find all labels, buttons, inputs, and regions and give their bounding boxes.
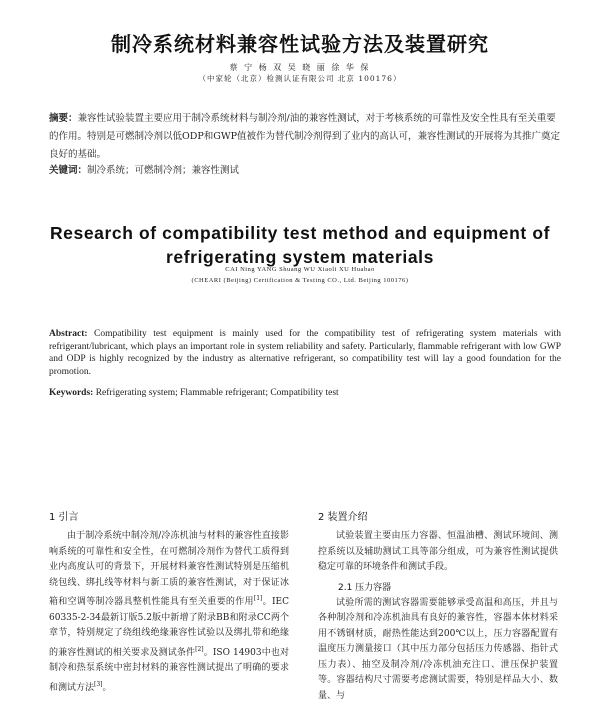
citation-1: [1] bbox=[254, 595, 263, 602]
chinese-keywords bbox=[49, 164, 561, 178]
english-title bbox=[40, 221, 560, 269]
citation-2: [2] bbox=[195, 646, 204, 653]
english-keywords-text: Refrigerating system; Flammable refrigerant; Compatibility test bbox=[93, 388, 338, 398]
section-heading-device: 2 装置介绍 bbox=[318, 508, 558, 523]
pressure-vessel-paragraph: 试验所需的测试容器需要能够承受高温和高压，并且与各种制冷剂和冷冻机油具有良好的兼容性，容器本体材料采用不锈钢材质，耐热性能达到200℃以上，压力容器配置有温度压力测量接口（其中压力部分包括压力传感器、指针式压力表）、抽空及制冷剂/冷冻机油充注口、泄压保护装置等。容器结构尺寸需要考虑测试需要，特别是样品大小、数量、与 bbox=[318, 596, 558, 704]
intro-text-4: 。 bbox=[103, 683, 112, 693]
chinese-abstract-text: 兼容性试验装置主要应用于制冷系统材料与制冷剂/油的兼容性测试，对于考核系统的可靠性及安全性具有至关重要的作用。特别是可燃制冷剂以低ODP和GWP值被作为替代制冷剂得到了业内的高认可，兼容性测试的开展将为其推广奠定良好的基础。 bbox=[49, 113, 560, 160]
intro-text-1: 由于制冷系统中制冷剂/冷冻机油与材料的兼容性直接影响系统的可靠性和安全性，在可燃制冷剂作为替代工质得到业内高度认可的背景下，开展材料兼容性测试特别是压缩机绕包线、绑扎线等材料与新工质的兼容性测试，对于保证冰箱和空调等制冷器具整机性能具有至关重要的作用 bbox=[49, 531, 289, 607]
introduction-paragraph bbox=[49, 529, 289, 696]
english-abstract bbox=[49, 328, 561, 378]
chinese-title: 制冷系统材料兼容性试验方法及装置研究 bbox=[0, 28, 600, 57]
section-heading-introduction: 1 引言 bbox=[49, 508, 289, 523]
chinese-affiliation: （中家轮（北京）检测认证有限公司 北京 100176） bbox=[0, 73, 600, 84]
english-title-line2: refrigerating system materials bbox=[40, 245, 560, 269]
english-keywords bbox=[49, 387, 561, 399]
chinese-authors: 蔡 宁 杨 双 吴 晓 丽 徐 华 保 bbox=[0, 62, 600, 73]
citation-3: [3] bbox=[94, 681, 103, 688]
english-title-line1: Research of compatibility test method and equipment of bbox=[40, 221, 560, 245]
chinese-abstract-label: 摘要： bbox=[49, 113, 78, 124]
english-authors: CAI Ning YANG Shuang WU Xiaoli XU Huabao bbox=[0, 266, 600, 273]
right-column bbox=[318, 508, 558, 704]
chinese-abstract bbox=[49, 110, 561, 164]
intro-text-3: 。ISO 14903中也对制冷和热泵系统中密封材料的兼容性测试提出了明确的要求和测试方法 bbox=[49, 648, 289, 693]
english-abstract-label: Abstract: bbox=[49, 329, 88, 339]
intro-text-2: 。IEC 60335-2-34最新订版5.2版中新增了附录BB和附录CC两个章节，特别规定了绕组线绝缘兼容性试验以及绑扎带和绝缘的兼容性测试的相关要求及测试条件 bbox=[49, 597, 289, 658]
english-affiliation: (CHEARI (Beijing) Certification & Testing CO., Ltd. Beijing 100176) bbox=[0, 277, 600, 284]
subsection-heading-pressure-vessel: 2.1 压力容器 bbox=[338, 580, 558, 593]
chinese-keywords-text: 制冷系统；可燃制冷剂；兼容性测试 bbox=[87, 165, 239, 176]
english-keywords-label: Keywords: bbox=[49, 388, 93, 398]
left-column bbox=[49, 508, 289, 696]
english-abstract-text: Compatibility test equipment is mainly used for the compatibility test of refrigerating system materials with refrigerant/lubricant, which plays an important role in system reliability and safety. Particularly, flammable refrigerant with low GWP and ODP is highly recognized by the industry as alternative refrigerant, so compatibility test will lay a good foundation for the promotion. bbox=[49, 329, 561, 377]
device-paragraph: 试验装置主要由压力容器、恒温油槽、测试环境间、测控系统以及辅助测试工具等部分组成，可为兼容性测试提供稳定可靠的环境条件和测试手段。 bbox=[318, 529, 558, 576]
chinese-keywords-label: 关键词： bbox=[49, 165, 87, 176]
